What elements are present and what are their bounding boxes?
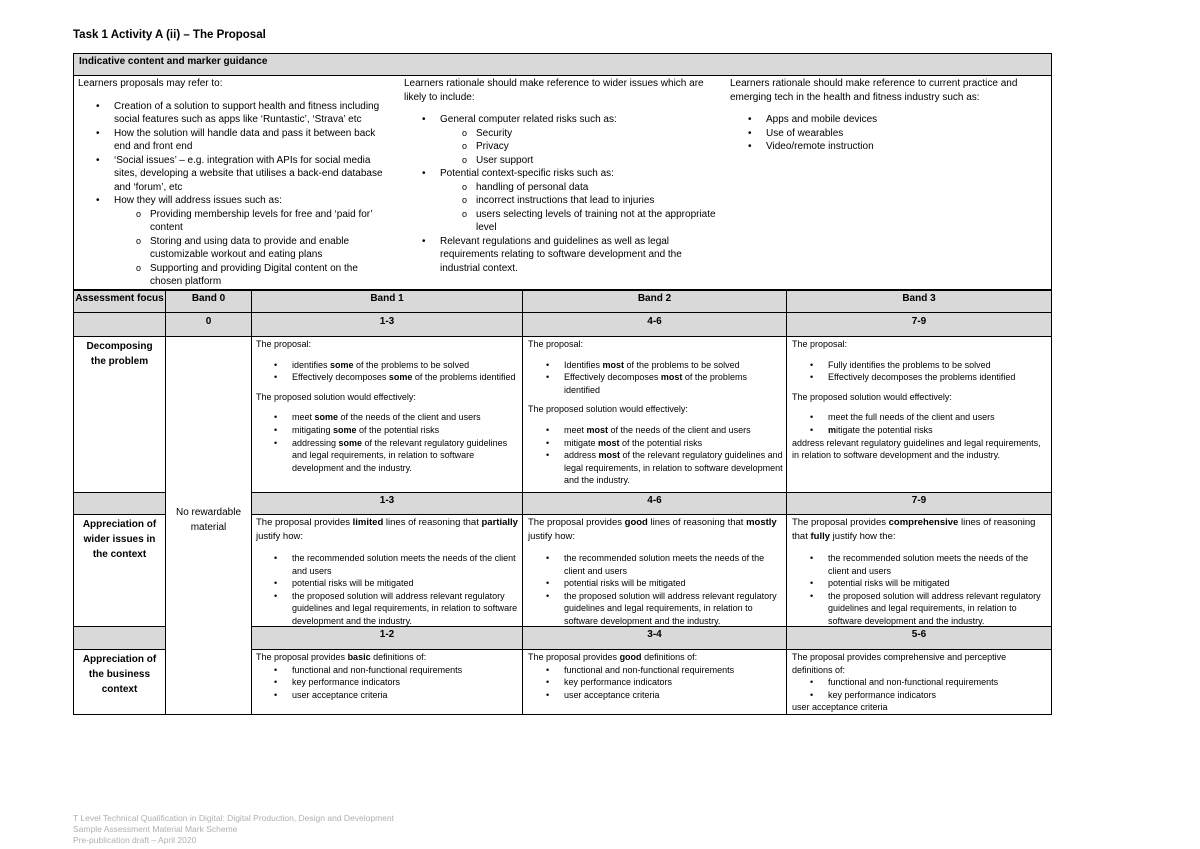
text: itigate the potential risks [836, 424, 933, 435]
decomp-b3-intro: The proposal: [792, 339, 848, 349]
wider-marks-band2-cell [522, 492, 787, 515]
guidance-col2-list [404, 235, 719, 276]
marks-band3-cell [786, 312, 1052, 337]
band3-marks: 7-9 [911, 316, 927, 327]
business-b1-intro [256, 651, 519, 664]
guidance-col1-list [78, 100, 388, 208]
emphasis: good [624, 517, 648, 528]
guidance-col2-sublist [404, 181, 719, 235]
emphasis: most [586, 424, 609, 435]
text: of the potential risks [619, 437, 703, 448]
list-item: o handling of personal data [404, 181, 719, 195]
list-item: • Effectively decomposes the problems identified [792, 371, 1046, 384]
list-item: • key performance indicators [792, 689, 1046, 702]
guidance-col-3 [730, 77, 1040, 154]
list-item: • Relevant regulations and guidelines as well as legal requirements relating to software development and the industrial context. [404, 235, 719, 276]
text: lines of reasoning that [647, 517, 747, 528]
list-item: • the recommended solution meets the needs of the client and users [792, 552, 1046, 577]
guidance-heading-bar [73, 53, 1052, 76]
list-item: o Providing membership levels for free and ‘paid for’ content [78, 208, 388, 235]
decomp-b1-mid: The proposed solution would effectively: [256, 391, 416, 402]
business-band3-text [792, 651, 1046, 714]
list-item: • functional and non-functional requirements [528, 664, 783, 677]
decomp-b3-list2 [792, 411, 1046, 436]
decomp-b2-mid: The proposed solution would effectively: [528, 404, 688, 415]
decomp-label-cell [73, 336, 166, 493]
text: of the problems to be solved [353, 359, 470, 370]
guidance-heading: Indicative content and marker guidance [79, 56, 268, 67]
wider-b3-intro [792, 516, 1046, 544]
guidance-col2-list [404, 113, 719, 127]
guidance-col2-sublist [404, 127, 719, 168]
marks-band1-cell [251, 312, 523, 337]
list-item [256, 359, 519, 372]
list-item: • ‘Social issues’ – e.g. integration with APIs for social media sites, developing a website that utilises a back-end database and ‘forum’, etc [78, 154, 388, 195]
band1-marks: 1-3 [379, 316, 395, 327]
header-band0-cell [165, 290, 252, 313]
list-item: o Privacy [404, 140, 719, 154]
wider-b1-intro [256, 516, 519, 544]
marks-focus-cell [73, 312, 166, 337]
list-item: • General computer related risks such as: [404, 113, 719, 127]
page-footer [73, 813, 394, 846]
wider-marks-band3-cell [786, 492, 1052, 515]
list-item: o Security [404, 127, 719, 141]
list-item: • Use of wearables [730, 127, 1040, 141]
band0-header: Band 0 [191, 293, 226, 304]
business-label-cell [73, 649, 166, 715]
text: address [564, 450, 599, 461]
list-item: o users selecting levels of training not at the appropriate level [404, 208, 719, 235]
list-item: • functional and non-functional requirements [256, 664, 519, 677]
guidance-col-2 [404, 77, 719, 275]
text: justify how: [528, 531, 575, 542]
text: definitions of: [641, 652, 698, 662]
emphasis: m [828, 424, 837, 435]
page-title: Task 1 Activity A (ii) – The Proposal [73, 29, 266, 41]
list-item: o User support [404, 154, 719, 168]
guidance-col2-list [404, 167, 719, 181]
text: The proposal provides [792, 517, 889, 528]
band0-body-cell [165, 336, 252, 715]
list-item: • Creation of a solution to support health and fitness including social features such as apps like ‘Runtastic’, ‘Strava’ etc [78, 100, 388, 127]
business-marks-band1-cell [251, 626, 523, 650]
list-item: • the recommended solution meets the needs of the client and users [528, 552, 783, 577]
text: of the needs of the client and users [338, 412, 481, 423]
text: of the potential risks [356, 424, 440, 435]
list-item [528, 359, 783, 372]
list-item: o incorrect instructions that lead to injuries [404, 194, 719, 208]
business-b1-list [256, 664, 519, 702]
emphasis: some [314, 412, 339, 423]
emphasis: some [333, 424, 357, 435]
list-item: • key performance indicators [256, 676, 519, 689]
guidance-col1-sublist [78, 208, 388, 289]
list-item: • Potential context-specific risks such as: [404, 167, 719, 181]
wider-band3-marks: 7-9 [911, 495, 927, 506]
wider-label-cell [73, 514, 166, 627]
decomp-b2-intro: The proposal: [528, 339, 584, 349]
text: Effectively decomposes [564, 372, 661, 383]
text: mitigating [292, 424, 334, 435]
text: justify how: [256, 531, 303, 542]
business-label: Appreciation of the business context [82, 654, 157, 695]
wider-b1-list [256, 552, 519, 628]
emphasis: comprehensive [888, 517, 959, 528]
decomp-b1-list2 [256, 411, 519, 474]
business-b2-intro [528, 651, 783, 664]
list-item [256, 371, 519, 384]
list-item: • How they will address issues such as: [78, 194, 388, 208]
wider-band2-marks: 4-6 [647, 495, 662, 506]
marks-band2-cell [522, 312, 787, 337]
wider-band1-marks: 1-3 [379, 495, 395, 506]
wider-band3-text [792, 516, 1046, 628]
decomp-b2-list2 [528, 424, 783, 487]
band2-marks: 4-6 [647, 316, 662, 327]
text: identifies [292, 359, 331, 370]
list-item: • the proposed solution will address relevant regulatory guidelines and legal requirements, in relation to software development and the industry. [528, 590, 783, 628]
wider-b2-intro [528, 516, 783, 544]
list-item: • key performance indicators [528, 676, 783, 689]
band3-header: Band 3 [902, 293, 936, 304]
emphasis: some [388, 372, 413, 383]
business-b2-list [528, 664, 783, 702]
list-item: o Storing and using data to provide and enable customizable workout and eating plans [78, 235, 388, 262]
text: The proposal provides [256, 517, 353, 528]
list-item [256, 437, 519, 475]
text: addressing [292, 437, 339, 448]
list-item [792, 424, 1046, 437]
list-item: o Supporting and providing Digital content on the chosen platform [78, 262, 388, 289]
list-item: • functional and non-functional requirements [792, 676, 1046, 689]
emphasis: most [598, 450, 621, 461]
emphasis: fully [810, 531, 831, 542]
guidance-col3-intro: Learners rationale should make reference to current practice and emerging tech in the health and fitness industry such as: [730, 78, 1018, 103]
text: of the problems to be solved [624, 359, 740, 370]
business-band2-marks: 3-4 [647, 629, 662, 640]
footer-line: Sample Assessment Material Mark Scheme [73, 824, 238, 834]
guidance-col-1 [78, 77, 388, 289]
header-band3-cell [786, 290, 1052, 313]
list-item [256, 424, 519, 437]
text: of the needs of the client and users [608, 424, 751, 435]
business-band2-text [528, 651, 783, 701]
list-item [528, 449, 783, 487]
decomp-label: Decomposing the problem [86, 341, 153, 367]
header-band2-cell [522, 290, 787, 313]
list-item: • Fully identifies the problems to be solved [792, 359, 1046, 372]
list-item: • the proposed solution will address relevant regulatory guidelines and legal requirements, in relation to software development and the industry. [792, 590, 1046, 628]
list-item: • the recommended solution meets the needs of the client and users [256, 552, 519, 577]
text: of the problems identified [412, 372, 516, 383]
text: Effectively decomposes [292, 372, 389, 383]
text: lines of reasoning that [792, 517, 1036, 542]
list-item: • the proposed solution will address relevant regulatory guidelines and legal requirements, in relation to software development and the industry. [256, 590, 519, 628]
decomp-b3-list [792, 359, 1046, 384]
guidance-col3-list [730, 113, 1040, 154]
text: meet [292, 412, 315, 423]
band0-marks: 0 [205, 316, 212, 327]
text: of the relevant regulatory guidelines and legal requirements, in relation to software development and the industry. [292, 437, 508, 473]
guidance-col1-intro: Learners proposals may refer to: [78, 78, 223, 89]
text: The proposal provides [528, 652, 620, 662]
list-item: • potential risks will be mitigated [256, 577, 519, 590]
wider-marks-band1-cell [251, 492, 523, 515]
emphasis: most [598, 437, 620, 448]
emphasis: limited [352, 517, 384, 528]
business-b3-tail: user acceptance criteria [792, 702, 888, 713]
emphasis: most [660, 372, 683, 383]
business-band1-text [256, 651, 519, 701]
decomp-b1-intro: The proposal: [256, 339, 312, 349]
decomp-band2-text [528, 338, 783, 487]
emphasis: partially [481, 517, 518, 528]
text: meet [564, 424, 587, 435]
no-rewardable-material: No rewardable material [175, 507, 242, 533]
band2-header: Band 2 [637, 293, 672, 304]
text: of the problems identified [564, 372, 747, 395]
text: Identifies [564, 359, 603, 370]
decomp-b2-list [528, 359, 783, 397]
list-item: • meet the full needs of the client and users [792, 411, 1046, 424]
decomp-b1-list [256, 359, 519, 384]
assessment-focus-header: Assessment focus [75, 293, 164, 304]
guidance-col2-intro: Learners rationale should make reference to wider issues which are likely to include: [404, 78, 704, 103]
list-item [528, 437, 783, 450]
emphasis: most [602, 359, 625, 370]
text: mitigate [564, 437, 599, 448]
text: of the relevant regulatory guidelines and legal requirements, in relation to software development and the industry. [564, 450, 783, 486]
decomp-b3-mid: The proposed solution would effectively: [792, 391, 952, 402]
text: justify how the: [830, 531, 896, 542]
business-b3-list [792, 676, 1046, 701]
list-item [528, 424, 783, 437]
marks-band0-cell [165, 312, 252, 337]
decomp-b3-tail: address relevant regulatory guidelines and legal requirements, in relation to software development and the industry. [792, 437, 1041, 461]
text: The proposal provides [528, 517, 625, 528]
business-marks-focus-cell [73, 626, 166, 650]
emphasis: some [338, 437, 363, 448]
business-b3-intro: The proposal provides comprehensive and perceptive definitions of: [792, 652, 1007, 675]
list-item: • potential risks will be mitigated [528, 577, 783, 590]
wider-marks-focus-cell [73, 492, 166, 515]
text: lines of reasoning that [383, 517, 482, 528]
list-item: • Apps and mobile devices [730, 113, 1040, 127]
wider-band2-text [528, 516, 783, 628]
band1-header: Band 1 [370, 293, 404, 304]
list-item: • user acceptance criteria [528, 689, 783, 702]
list-item: • potential risks will be mitigated [792, 577, 1046, 590]
wider-label: Appreciation of wider issues in the context [82, 519, 157, 560]
emphasis: mostly [746, 517, 777, 528]
list-item: • Video/remote instruction [730, 140, 1040, 154]
business-band1-marks: 1-2 [379, 629, 395, 640]
emphasis: good [619, 652, 642, 662]
business-marks-band3-cell [786, 626, 1052, 650]
footer-line: T Level Technical Qualification in Digital: Digital Production, Design and Development [73, 813, 394, 823]
wider-b3-list [792, 552, 1046, 628]
list-item [528, 371, 783, 396]
decomp-band3-text [792, 338, 1046, 462]
business-band3-marks: 5-6 [911, 629, 927, 640]
header-focus-cell [73, 290, 166, 313]
wider-b2-list [528, 552, 783, 628]
list-item [256, 411, 519, 424]
list-item: • How the solution will handle data and pass it between back end and front end [78, 127, 388, 154]
text: The proposal provides [256, 652, 348, 662]
decomp-band1-text [256, 338, 519, 474]
business-marks-band2-cell [522, 626, 787, 650]
emphasis: some [330, 359, 354, 370]
wider-band1-text [256, 516, 519, 628]
footer-line: Pre-publication draft – April 2020 [73, 835, 197, 845]
text: definitions of: [370, 652, 427, 662]
emphasis: basic [347, 652, 371, 662]
list-item: • user acceptance criteria [256, 689, 519, 702]
header-band1-cell [251, 290, 523, 313]
